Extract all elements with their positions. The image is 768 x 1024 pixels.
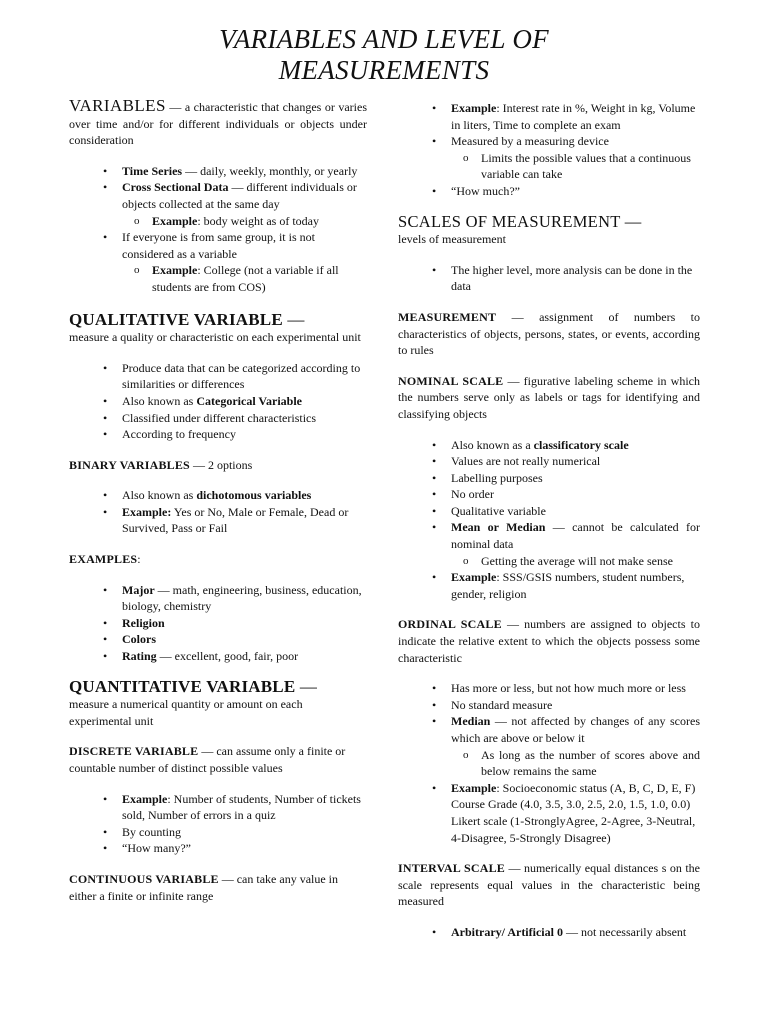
list-item: • Cross Sectional Data — different individuals or objects collected at the same day o Example: body weight as of today xyxy=(69,179,367,229)
list-item: • Measured by a measuring device o Limits the possible values that a continuous variable can take xyxy=(398,133,700,183)
list-item: • Also known as dichotomous variables xyxy=(69,487,367,504)
nominal-scale-definition: NOMINAL SCALE — figurative labeling scheme in which the numbers serve only as labels or tags for identifying and classifying objects xyxy=(398,373,700,421)
list-item: • If everyone is from same group, it is not considered as a variable o Example: College (not a variable if all students are from COS) xyxy=(69,229,367,295)
list-item: • Example: Number of students, Number of tickets sold, Number of errors in a quiz xyxy=(69,791,367,824)
list-item: • Produce data that can be categorized according to similarities or differences xyxy=(69,360,367,393)
examples-heading: EXAMPLES xyxy=(69,552,138,567)
title-line-2: MEASUREMENTS xyxy=(278,55,490,85)
quantitative-heading-line: QUANTITATIVE VARIABLE — xyxy=(69,676,318,696)
discrete-variable-heading: DISCRETE VARIABLE xyxy=(69,744,199,759)
nominal-list xyxy=(398,437,700,603)
interval-list xyxy=(398,924,700,941)
list-item: • Labelling purposes xyxy=(398,470,700,487)
sub-list-item: o As long as the number of scores above and below remains the same xyxy=(451,747,700,780)
nominal-scale-heading: NOMINAL SCALE xyxy=(398,373,504,388)
ordinal-scale-definition: ORDINAL SCALE — numbers are assigned to objects to indicate the relative extent to which the objects possess some characteristic xyxy=(398,617,701,665)
quantitative-heading: QUANTITATIVE VARIABLE xyxy=(69,676,296,696)
scales-heading-line: SCALES OF MEASUREMENT — xyxy=(398,211,642,231)
measurement-heading: MEASUREMENT xyxy=(398,309,497,324)
binary-variables-line: BINARY VARIABLES — 2 options xyxy=(69,457,253,472)
list-item: • Religion xyxy=(69,615,367,632)
sub-list-item: o Getting the average will not make sense xyxy=(451,553,700,570)
qualitative-heading: QUALITATIVE VARIABLE xyxy=(69,309,283,329)
list-item: • The higher level, more analysis can be done in the data xyxy=(398,262,700,295)
discrete-list xyxy=(69,791,367,857)
list-item: • Median — not affected by changes of any scores which are above or below it o As long as the number of scores above and below remains the same xyxy=(398,713,700,779)
sub-list-item: o Example: College (not a variable if all students are from COS) xyxy=(122,262,367,295)
variables-list xyxy=(69,163,367,296)
list-item: • Also known as Categorical Variable xyxy=(69,393,367,410)
list-item: • Example: Yes or No, Male or Female, Dead or Survived, Pass or Fail xyxy=(69,504,367,537)
quantitative-definition: measure a numerical quantity or amount on each experimental unit xyxy=(69,697,303,728)
list-item: • Example: SSS/GSIS numbers, student numbers, gender, religion xyxy=(398,569,700,602)
sub-list-item: o Example: body weight as of today xyxy=(122,213,367,230)
list-item: • Time Series — daily, weekly, monthly, or yearly xyxy=(69,163,367,180)
list-item: • Mean or Median — cannot be calculated for nominal data o Getting the average will not make sense xyxy=(398,519,700,569)
ordinal-scale-heading: ORDINAL SCALE xyxy=(398,617,502,632)
variables-heading: VARIABLES xyxy=(69,96,166,115)
list-item: • “How many?” xyxy=(69,840,367,857)
variables-definition: VARIABLES — a characteristic that changes or varies over time and/or for different individuals or objects under consideration xyxy=(69,96,367,148)
qualitative-definition: measure a quality or characteristic on each experimental unit xyxy=(69,330,361,345)
continuous-variable-line: CONTINUOUS VARIABLE — can take any value in either a finite or infinite range xyxy=(69,871,339,903)
scales-list xyxy=(398,262,700,295)
ordinal-list xyxy=(398,680,700,846)
qualitative-heading-line: QUALITATIVE VARIABLE — xyxy=(69,309,305,329)
list-item: • No standard measure xyxy=(398,697,700,714)
list-item: • Major — math, engineering, business, education, biology, chemistry xyxy=(69,582,367,615)
page-title xyxy=(0,24,768,86)
discrete-variable-line: DISCRETE VARIABLE — can assume only a finite or countable number of distinct possible values xyxy=(69,744,346,775)
scales-heading: SCALES OF MEASUREMENT xyxy=(398,211,621,231)
binary-variables-heading: BINARY VARIABLES xyxy=(69,457,190,472)
list-item: • According to frequency xyxy=(69,426,367,443)
binary-list xyxy=(69,487,367,537)
list-item: • Also known as a classificatory scale xyxy=(398,437,700,454)
list-item: • Classified under different characteristics xyxy=(69,410,367,427)
list-item: • By counting xyxy=(69,824,367,841)
list-item: • Rating — excellent, good, fair, poor xyxy=(69,648,367,665)
left-column xyxy=(69,98,367,904)
sub-list-item: o Limits the possible values that a continuous variable can take xyxy=(451,150,700,183)
list-item: • No order xyxy=(398,486,700,503)
list-item: • Example: Interest rate in %, Weight in kg, Volume in liters, Time to complete an exam xyxy=(398,100,700,133)
continuous-list xyxy=(398,100,700,200)
scales-definition: levels of measurement xyxy=(398,232,506,247)
continuous-variable-heading: CONTINUOUS VARIABLE xyxy=(69,871,219,886)
interval-scale-definition: INTERVAL SCALE — numerically equal distances s on the scale represents equal values in the characteristic being measured xyxy=(398,861,700,909)
measurement-definition: MEASUREMENT — assignment of numbers to characteristics of objects, persons, states, or events, according to rules xyxy=(398,309,700,358)
list-item: • Example: Socioeconomic status (A, B, C, D, E, F) Course Grade (4.0, 3.5, 3.0, 2.5, 2.0, 1.5, 1.0, 0.0) Likert scale (1-StronglyAgree, 2-Agree, 3-Neutral, 4-Disagree, 5-Strongly Disagree) xyxy=(398,780,700,846)
list-item: • Qualitative variable xyxy=(398,503,700,520)
list-item: • Colors xyxy=(69,631,367,648)
list-item: • Values are not really numerical xyxy=(398,453,700,470)
title-line-1: VARIABLES AND LEVEL OF xyxy=(219,24,549,54)
qualitative-list xyxy=(69,360,367,443)
examples-line: EXAMPLES: xyxy=(69,552,141,567)
list-item: • Arbitrary/ Artificial 0 — not necessarily absent xyxy=(398,924,700,941)
list-item: • “How much?” xyxy=(398,183,700,200)
list-item: • Has more or less, but not how much more or less xyxy=(398,680,700,697)
examples-list xyxy=(69,582,367,665)
interval-scale-heading: INTERVAL SCALE xyxy=(398,861,506,876)
right-column xyxy=(398,100,700,941)
